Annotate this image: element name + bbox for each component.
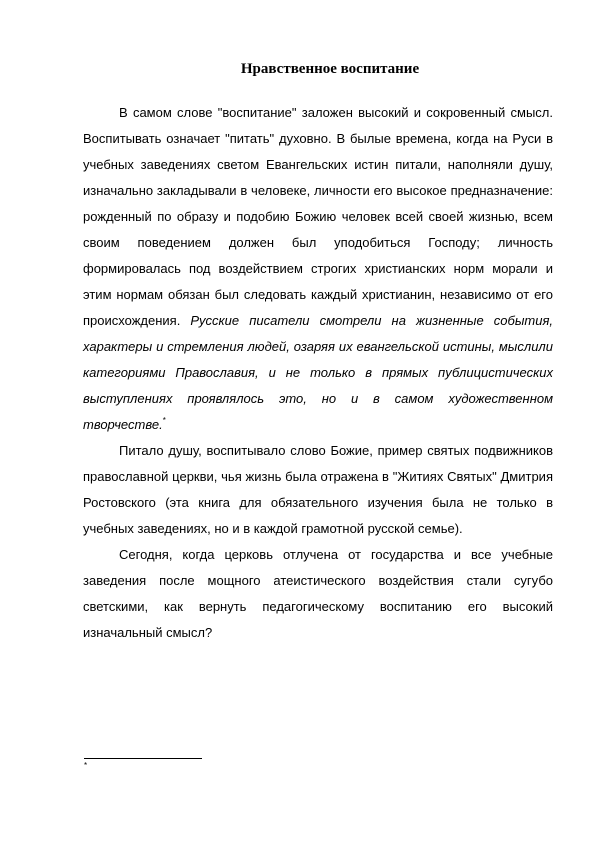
document-body [83, 100, 553, 646]
page-title: Нравственное воспитание [240, 61, 420, 77]
paragraph-1-text: В самом слове "воспитание" заложен высокий и сокровенный смысл. Воспитывать означает "питать" духовно. В былые времена, когда на Руси в учебных заведениях светом Евангельских истин питали, наполняли душу, изначально закладывали в человеке, личности его высокое предназначение: рожденный по образу и подобию Божию человек всей своей жизнью, всем своим поведением должен был уподобиться Господу; личность формировалась под воздействием строгих христианских норм морали и этим нормам обязан был следовать каждый христианин, независимо от его происхождения. [83, 105, 553, 328]
footnote-reference[interactable]: * [162, 416, 166, 425]
paragraph-2: Питало душу, воспитывало слово Божие, пример святых подвижников православной церкви, чья жизнь была отражена в "Житиях Святых" Дмитрия Ростовского (эта книга для обязательного изучения была не только в учебных заведениях, но и в каждой грамотной русской семье). [83, 443, 553, 536]
paragraph-1-italic-text: Русские писатели смотрели на жизненные события, характеры и стремления людей, озаряя их евангельской истины, мыслили категориями Православия, и не только в прямых публицистических выступлениях проявлялось это, но и в самом художественном творчестве. [83, 313, 553, 432]
footnote-separator [84, 758, 202, 759]
paragraph-3: Сегодня, когда церковь отлучена от государства и все учебные заведения после мощного атеистического воздействия стали сугубо светскими, как вернуть педагогическому воспитанию его высокий изначальный смысл? [83, 547, 553, 640]
footnote-mark: * [84, 761, 88, 770]
paragraph-1 [83, 100, 553, 438]
